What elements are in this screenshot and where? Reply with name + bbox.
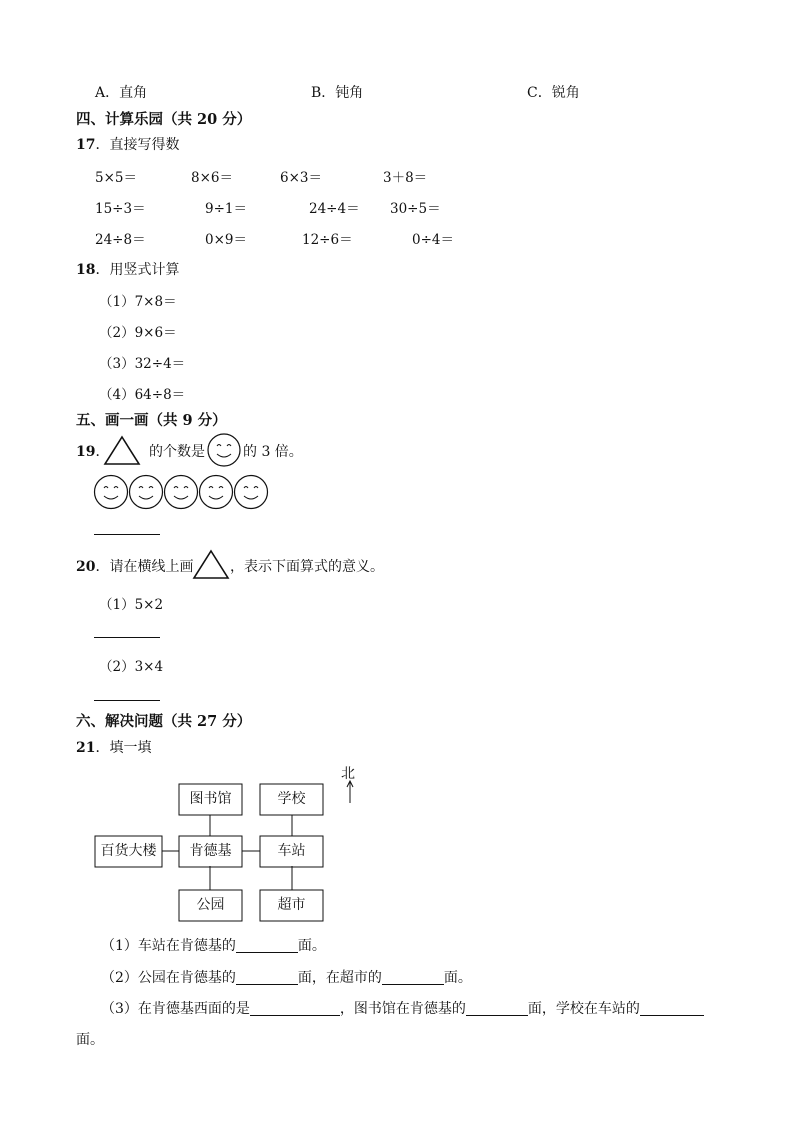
q18-item: （4）64÷8＝ [99,387,186,403]
q17-expr: 3＋8＝ [383,170,428,186]
box-label-school: 学校 [277,791,306,807]
q18-item: （1）7×8＝ [99,294,177,310]
q20-item: （1）5×2 [99,597,164,613]
q17-expr: 6×3＝ [280,170,322,186]
box-label-park: 公园 [196,897,225,913]
q20-text-1: 20．请在横线上画 [76,559,194,575]
option-b: B．钝角 [311,85,364,101]
q18-item: （2）9×6＝ [99,325,177,341]
q17-expr: 30÷5＝ [390,201,441,217]
q18-title [76,259,179,279]
q17-expr: 0÷4＝ [412,232,454,248]
q17-text: ．直接写得数 [95,137,180,153]
smiley-icon [235,476,268,509]
q17-number: 17 [76,137,96,153]
answer-blank[interactable] [236,938,298,953]
q17-expr: 0×9＝ [205,232,247,248]
answer-blank[interactable] [466,1001,528,1016]
answer-line[interactable] [94,700,160,701]
box-label-station: 车站 [277,843,306,859]
q17-expr: 12÷6＝ [302,232,353,248]
q18-number: 18 [76,262,96,278]
answer-blank[interactable] [382,970,444,985]
option-c: C．锐角 [527,85,580,101]
q17-expr: 5×5＝ [95,170,137,186]
q19-text-2: 的 3 倍。 [243,444,303,460]
answer-blank[interactable] [250,1001,340,1016]
smiley-icon [165,476,198,509]
triangle-icon [104,436,140,466]
box-label-dept-store: 百货大楼 [100,843,157,859]
box-label-kfc: 肯德基 [189,843,232,859]
q17-title [76,134,179,154]
q17-expr: 24÷4＝ [309,201,360,217]
box-label-library: 图书馆 [189,791,232,807]
q21-p3-tail: 面。 [76,1032,104,1048]
q19-number: 19． [76,444,110,460]
box-label-market: 超市 [277,897,306,913]
answer-blank[interactable] [236,970,298,985]
q21-p3: （3）在肯德基西面的是 ，图书馆在肯德基的 面，学校在车站的 [101,998,704,1018]
q17-expr: 15÷3＝ [95,201,146,217]
q20-item: （2）3×4 [99,659,164,675]
section-6-title: 六、解决问题（共 27 分） [76,713,252,730]
answer-line[interactable] [94,534,160,535]
triangle-icon [193,550,229,580]
q21-title: 21．填一填 [76,740,152,756]
q20-text-2: ，表示下面算式的意义。 [230,559,384,575]
option-a: A．直角 [95,85,148,101]
smiley-icon [207,433,241,467]
smiley-icon [95,476,128,509]
q17-expr: 24÷8＝ [95,232,146,248]
north-label: 北 [341,766,355,782]
q21-p2: （2）公园在肯德基的 面，在超市的 面。 [101,970,472,986]
smiley-icon [130,476,163,509]
q18-text: ．用竖式计算 [95,262,180,278]
q17-expr: 9÷1＝ [205,201,247,217]
q18-item: （3）32÷4＝ [99,356,186,372]
answer-blank[interactable] [640,1001,704,1016]
section-4-title: 四、计算乐园（共 20 分） [76,111,252,128]
q21-p1: （1）车站在肯德基的 面。 [101,938,326,954]
answer-line[interactable] [94,637,160,638]
section-5-title: 五、画一画（共 9 分） [76,412,227,429]
q17-expr: 8×6＝ [191,170,233,186]
q19-text-1: 的个数是 [149,444,205,460]
smiley-icon [200,476,233,509]
smiley-row [94,474,272,510]
